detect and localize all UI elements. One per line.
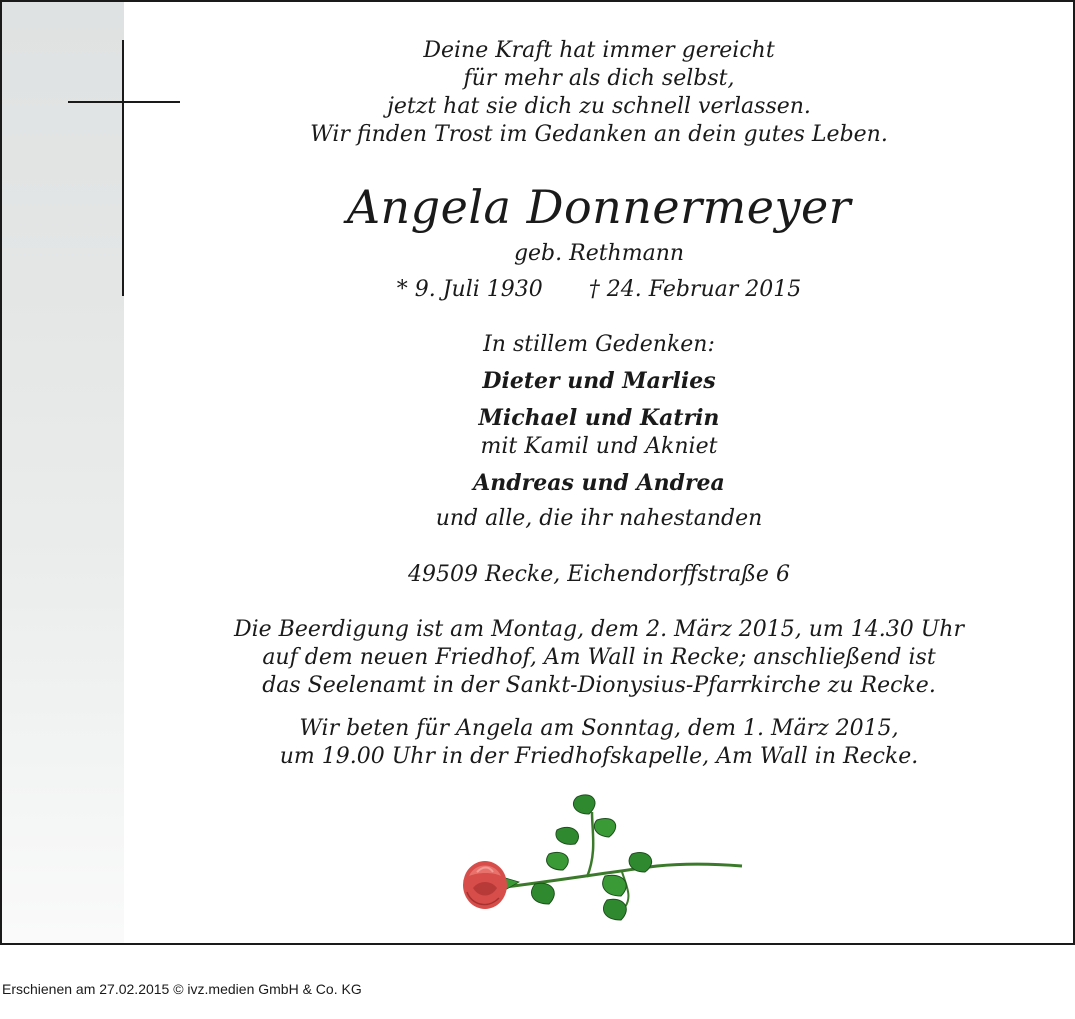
mourner-family-2-children: mit Kamil und Akniet	[480, 434, 718, 459]
deceased-name: Angela Donnermeyer	[346, 180, 852, 234]
funeral-line-3: das Seelenamt in der Sankt-Dionysius-Pfarrkirche zu Recke.	[262, 673, 936, 698]
mourners-others: und alle, die ihr nahestanden	[435, 506, 763, 531]
address: 49509 Recke, Eichendorffstraße 6	[408, 562, 790, 587]
publication-footer: Erschienen am 27.02.2015 © ivz.medien GmbH & Co. KG	[2, 981, 362, 997]
poem-line-2: für mehr als dich selbst,	[463, 66, 735, 91]
mourner-family-2: Michael und Katrin	[478, 405, 720, 431]
mourner-family-1: Dieter und Marlies	[482, 368, 716, 394]
mourner-family-3: Andreas und Andrea	[473, 470, 725, 496]
funeral-line-2: auf dem neuen Friedhof, Am Wall in Recke; anschließend ist	[262, 645, 936, 670]
side-shade	[2, 2, 124, 943]
birth-date: * 9. Juli 1930	[396, 277, 543, 302]
prayer-line-1: Wir beten für Angela am Sonntag, dem 1. März 2015,	[299, 716, 899, 741]
poem-line-3: jetzt hat sie dich zu schnell verlassen.	[387, 94, 811, 119]
death-date: † 24. Februar 2015	[588, 277, 802, 302]
rose-icon	[457, 792, 747, 932]
prayer-line-2: um 19.00 Uhr in der Friedhofskapelle, Am Wall in Recke.	[279, 744, 919, 769]
life-dates	[124, 276, 1074, 304]
maiden-name: geb. Rethmann	[513, 241, 685, 266]
mourners-intro: In stillem Gedenken:	[483, 332, 715, 357]
funeral-line-1: Die Beerdigung ist am Montag, dem 2. März 2015, um 14.30 Uhr	[233, 617, 964, 642]
poem-line-4: Wir finden Trost im Gedanken an dein gutes Leben.	[310, 122, 888, 147]
poem-line-1: Deine Kraft hat immer gereicht	[423, 38, 775, 63]
